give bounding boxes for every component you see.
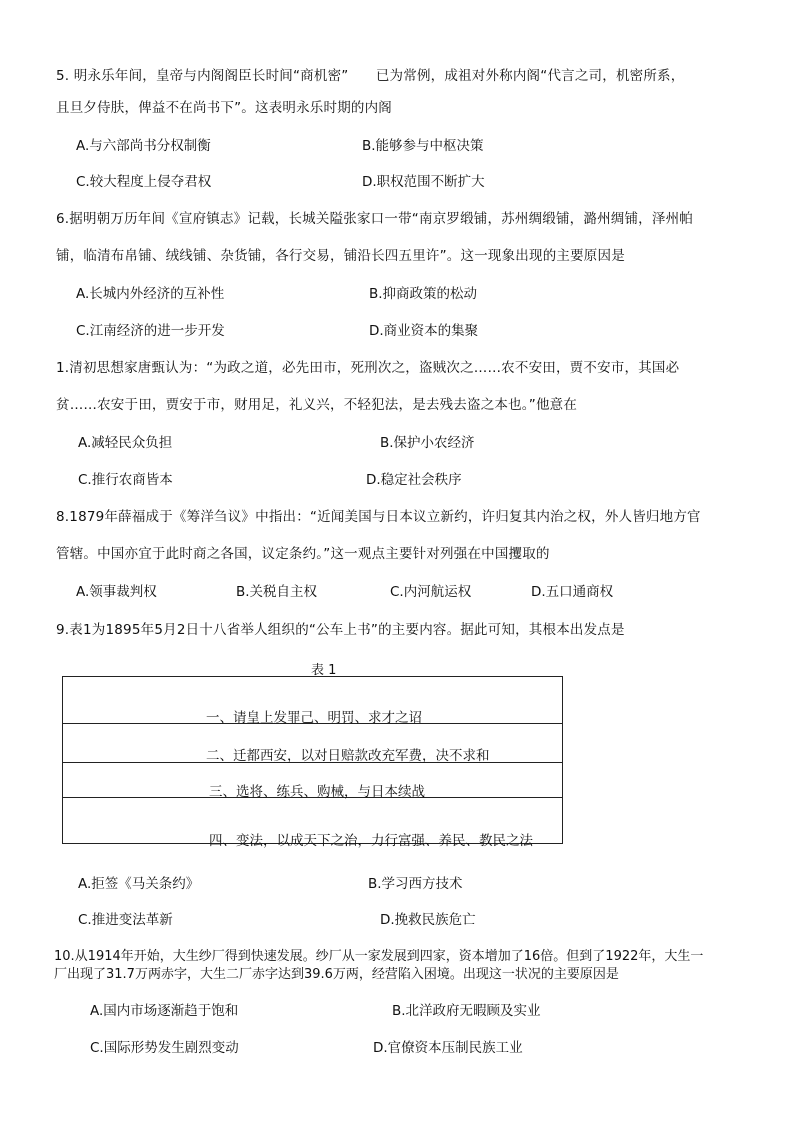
table-row (63, 724, 562, 763)
q7-option-b[interactable]: B.保护小农经济 (380, 435, 475, 451)
q10-stem-line1: 10.从1914年开始，大生纱厂得到快速发展。纱厂从一家发展到四家，资本增加了16倍。但到了1922年，大生一 (54, 949, 704, 964)
q6-option-b[interactable]: B.抑商政策的松动 (369, 286, 478, 302)
q9-stem-line1: 9.表1为1895年5月2日十八省举人组织的“公车上书”的主要内容。据此可知，其根本出发点是 (56, 622, 625, 638)
q8-option-a[interactable]: A.领事裁判权 (76, 584, 157, 600)
table-row (63, 798, 562, 849)
table-cell: 四、变法，以成天下之治，力行富强、养民、教民之法 (209, 833, 533, 849)
q10-option-c[interactable]: C.国际形势发生剧烈变动 (90, 1040, 239, 1056)
q8-stem-line2: 管辖。中国亦宜于此时商之各国，议定条约。”这一观点主要针对列强在中国攫取的 (56, 546, 550, 562)
table-caption: 表 1 (311, 663, 337, 678)
q10-option-d[interactable]: D.官僚资本压制民族工业 (373, 1040, 523, 1056)
q5-option-b[interactable]: B.能够参与中枢决策 (362, 138, 484, 154)
q8-option-c[interactable]: C.内河航运权 (390, 584, 472, 600)
q9-option-a[interactable]: A.拒签《马关条约》 (78, 876, 200, 892)
q8-option-d[interactable]: D.五口通商权 (531, 584, 614, 600)
q7-option-a[interactable]: A.减轻民众负担 (78, 435, 173, 451)
table-cell: 一、请皇上发罪己、明罚、求才之诏 (206, 710, 422, 726)
q8-option-b[interactable]: B.关税自主权 (236, 584, 318, 600)
q10-stem-line2: 厂出现了31.7万两赤字，大生二厂赤字达到39.6万两，经营陷入困境。出现这一状况的主要原因是 (54, 967, 619, 982)
q9-table (62, 676, 563, 849)
q7-option-d[interactable]: D.稳定社会秩序 (366, 472, 462, 488)
q5-option-c[interactable]: C.较大程度上侵夺君权 (76, 174, 212, 190)
q7-stem-line1: 1.清初思想家唐甄认为：“为政之道，必先田市，死刑次之，盗贼次之……农不安田，贾不安市，其国必 (56, 360, 680, 376)
q10-option-a[interactable]: A.国内市场逐渐趋于饱和 (90, 1003, 239, 1019)
q6-stem-line1: 6.据明朝万历年间《宣府镇志》记载，长城关隘张家口一带“南京罗缎铺，苏州绸缎铺，潞州绸铺，泽州帕 (56, 211, 693, 227)
q6-stem-line2: 铺，临清布帛铺、绒线铺、杂货铺，各行交易，铺沿长四五里许”。这一现象出现的主要原因是 (56, 248, 625, 264)
q9-option-b[interactable]: B.学习西方技术 (368, 876, 463, 892)
q7-stem-line2: 贫……农安于田，贾安于市，财用足，礼义兴，不轻犯法，是去残去盗之本也。”他意在 (56, 397, 578, 413)
q5-stem-line1: 5. 明永乐年间，皇帝与内阁阁臣长时间“商机密” 已为常例，成祖对外称内阁“代言之司，机密所系， (56, 68, 685, 84)
q7-option-c[interactable]: C.推行农商皆本 (78, 472, 173, 488)
q5-stem-line2: 且旦夕侍肤，俾益不在尚书下”。这表明永乐时期的内阁 (56, 100, 392, 116)
table-row (63, 677, 562, 724)
q8-stem-line1: 8.1879年薛福成于《筹洋刍议》中指出：“近闻美国与日本议立新约，许归复其内治之权，外人皆归地方官 (56, 509, 701, 525)
q9-option-d[interactable]: D.挽救民族危亡 (380, 912, 476, 928)
q5-option-d[interactable]: D.职权范围不断扩大 (362, 174, 485, 190)
q6-option-a[interactable]: A.长城内外经济的互补性 (76, 286, 225, 302)
table-cell: 二、迁都西安，以对日赔款改充军费，决不求和 (206, 748, 490, 764)
q10-option-b[interactable]: B.北洋政府无暇顾及实业 (392, 1003, 541, 1019)
q6-option-d[interactable]: D.商业资本的集聚 (369, 323, 479, 339)
q5-option-a[interactable]: A.与六部尚书分权制衡 (76, 138, 211, 154)
table-row (63, 763, 562, 798)
q9-option-c[interactable]: C.推进变法革新 (78, 912, 173, 928)
q6-option-c[interactable]: C.江南经济的进一步开发 (76, 323, 225, 339)
table-cell: 三、选将、练兵、购械，与日本续战 (209, 784, 425, 800)
